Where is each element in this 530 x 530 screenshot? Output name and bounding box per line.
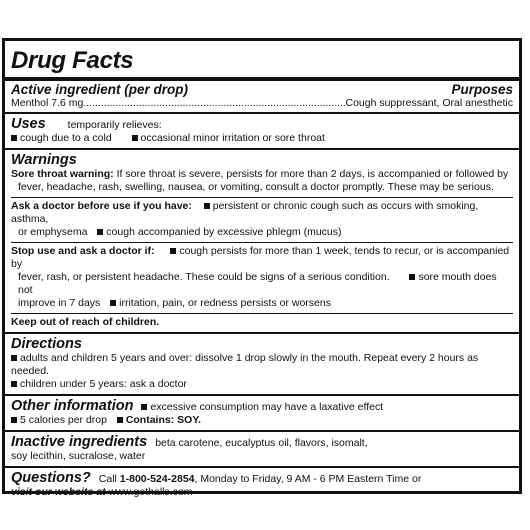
questions-section bbox=[11, 470, 513, 486]
uses-item: occasional minor irritation or sore throat bbox=[140, 132, 325, 144]
divider bbox=[5, 148, 519, 150]
uses-heading: Uses bbox=[11, 116, 46, 132]
uses-intro: temporarily relieves: bbox=[67, 119, 162, 131]
directions-text: children under 5 years: ask a doctor bbox=[20, 378, 187, 390]
other-info-item: 5 calories per drop bbox=[20, 414, 107, 426]
bullet-icon bbox=[110, 300, 116, 306]
divider bbox=[5, 77, 519, 81]
inactive-ingredients-text: beta carotene, eucalyptus oil, flavors, isomalt, bbox=[155, 437, 368, 449]
call-label: Call bbox=[98, 473, 117, 485]
inactive-ingredients-section bbox=[11, 434, 513, 450]
other-info-row bbox=[11, 414, 513, 427]
uses-list bbox=[11, 132, 513, 145]
sore-throat-warning bbox=[11, 168, 513, 181]
warnings-heading: Warnings bbox=[11, 152, 77, 168]
bullet-icon bbox=[132, 135, 138, 141]
stop-use-item-cont: fever, rash, or persistent headache. These could be signs of a serious condition. bbox=[18, 271, 390, 283]
stop-use-cont bbox=[11, 271, 513, 297]
hours-text: , Monday to Friday, 9 AM - 6 PM Eastern Time or bbox=[194, 473, 422, 485]
divider bbox=[11, 197, 513, 198]
ask-doctor-item: cough accompanied by excessive phlegm (mucus) bbox=[106, 226, 342, 238]
bullet-icon bbox=[170, 248, 176, 254]
phone-number[interactable]: 1-800-524-2854 bbox=[119, 473, 195, 485]
divider bbox=[5, 112, 519, 114]
bullet-icon bbox=[11, 355, 17, 361]
directions-item bbox=[11, 378, 513, 391]
active-ingredient-row bbox=[11, 97, 513, 109]
ask-doctor-item-cont: or emphysema bbox=[18, 226, 88, 238]
leader-dots bbox=[83, 97, 345, 109]
directions-item bbox=[11, 352, 513, 378]
stop-use-item: sore mouth does not bbox=[18, 271, 497, 296]
bullet-icon bbox=[11, 381, 17, 387]
directions-text: adults and children 5 years and over: dissolve 1 drop slowly in the mouth. Repeat every 2 hours as needed. bbox=[11, 352, 479, 377]
sore-throat-text-cont: fever, headache, rash, swelling, nausea, or vomiting, consult a doctor promptly. These may be serious. bbox=[18, 181, 494, 193]
bullet-icon bbox=[117, 417, 123, 423]
contains-soy: Contains: SOY. bbox=[125, 414, 202, 426]
bullet-icon bbox=[141, 404, 147, 410]
bullet-icon bbox=[11, 417, 17, 423]
visit-website-label: visit our website at bbox=[11, 486, 106, 498]
other-information-section bbox=[11, 398, 513, 414]
sore-throat-label: Sore throat warning: bbox=[11, 168, 114, 180]
divider bbox=[5, 394, 519, 396]
website-row bbox=[11, 486, 513, 499]
uses-item: cough due to a cold bbox=[20, 132, 112, 144]
ask-doctor-item: persistent or chronic cough such as occurs with smoking, asthma, bbox=[11, 200, 479, 225]
uses-section bbox=[11, 116, 513, 132]
website-link[interactable]: www.gethalls.com bbox=[108, 486, 193, 498]
ask-doctor-label: Ask a doctor before use if you have: bbox=[11, 200, 192, 212]
drug-facts-title: Drug Facts bbox=[11, 47, 134, 74]
divider bbox=[11, 242, 513, 243]
stop-use-cont bbox=[11, 297, 513, 310]
divider bbox=[11, 313, 513, 314]
bullet-icon bbox=[97, 229, 103, 235]
stop-use-item-cont: improve in 7 days bbox=[18, 297, 101, 309]
stop-use-item: cough persists for more than 1 week, tends to recur, or is accompanied by bbox=[11, 245, 510, 270]
inactive-ingredients-text-cont: soy lecithin, sucralose, water bbox=[11, 450, 146, 462]
other-info-item: excessive consumption may have a laxative effect bbox=[150, 401, 384, 413]
bullet-icon bbox=[11, 135, 17, 141]
stop-use-label: Stop use and ask a doctor if: bbox=[11, 245, 155, 257]
keep-away-children: Keep out of reach of children. bbox=[11, 316, 160, 328]
stop-use-item: irritation, pain, or redness persists or worsens bbox=[119, 297, 331, 309]
bullet-icon bbox=[409, 274, 415, 280]
ingredient-name: Menthol 7.6 mg bbox=[11, 97, 84, 109]
stop-use-warning bbox=[11, 245, 513, 271]
other-information-heading: Other information bbox=[11, 398, 134, 414]
active-ingredient-header bbox=[11, 82, 513, 97]
ingredient-purpose: Cough suppressant, Oral anesthetic bbox=[345, 97, 513, 109]
divider bbox=[5, 466, 519, 468]
ask-doctor-cont bbox=[11, 226, 513, 239]
active-ingredient-heading: Active ingredient (per drop) bbox=[11, 82, 189, 97]
ask-doctor-warning bbox=[11, 200, 513, 226]
divider bbox=[5, 430, 519, 432]
drug-facts-panel bbox=[2, 38, 522, 498]
inactive-ingredients-heading: Inactive ingredients bbox=[11, 434, 148, 450]
bullet-icon bbox=[204, 203, 210, 209]
divider bbox=[5, 332, 519, 334]
sore-throat-text: If sore throat is severe, persists for more than 2 days, is accompanied or followed by bbox=[116, 168, 509, 180]
directions-heading: Directions bbox=[11, 336, 82, 352]
questions-heading: Questions? bbox=[11, 470, 91, 486]
purposes-heading: Purposes bbox=[451, 82, 513, 97]
